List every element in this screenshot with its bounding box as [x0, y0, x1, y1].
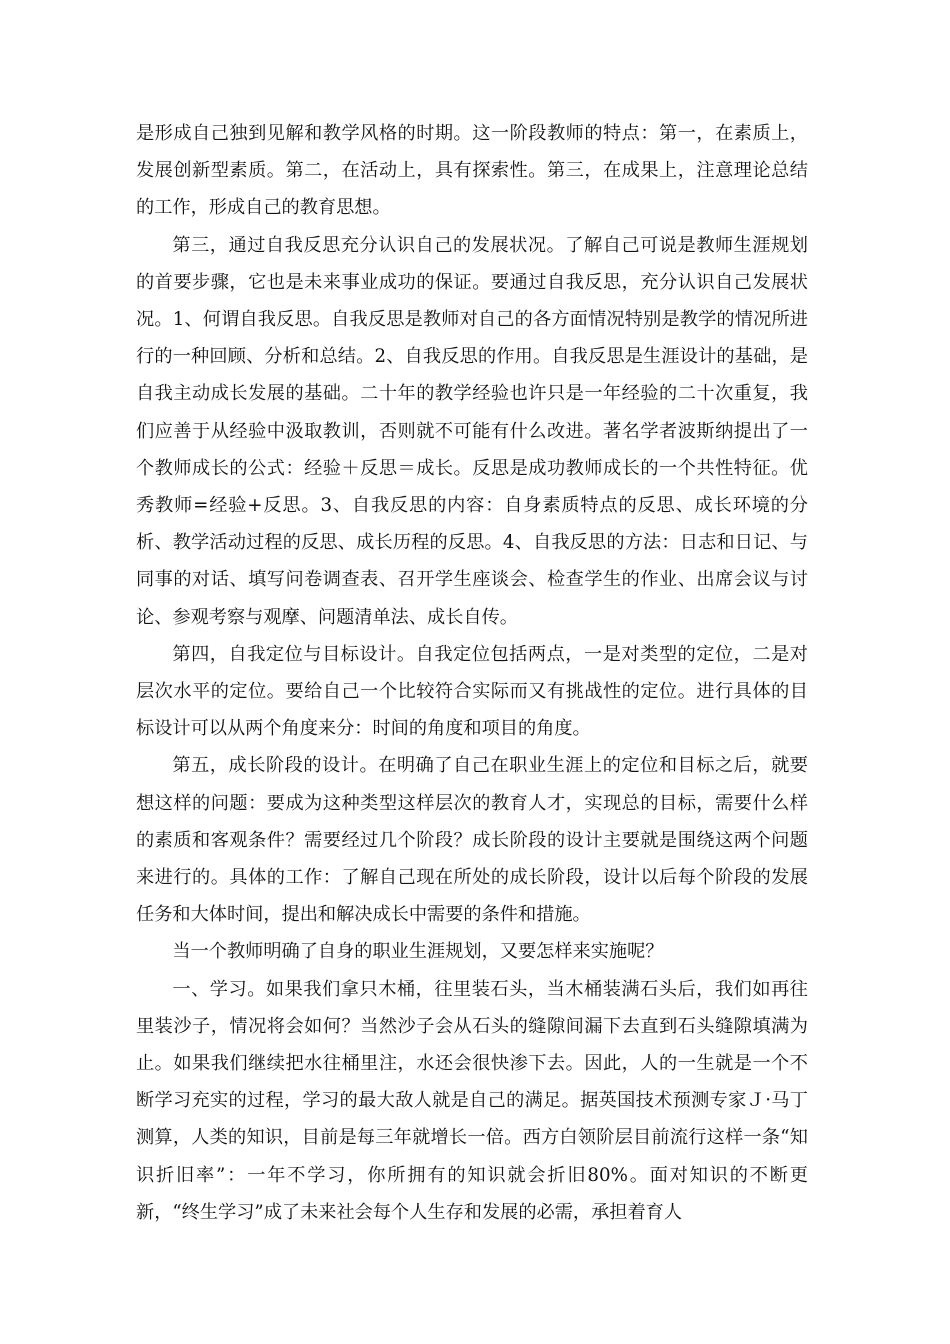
paragraph-continuation: 是形成自己独到见解和教学风格的时期。这一阶段教师的特点：第一，在素质上，发展创新型素质。第二，在活动上，具有探索性。第三，在成果上，注意理论总结的工作，形成自己的教育思想。	[136, 123, 808, 219]
paragraph-growth-stages: 第五，成长阶段的设计。在明确了自己在职业生涯上的定位和目标之后，就要想这样的问题：要成为这种类型这样层次的教育人才，实现总的目标，需要什么样的素质和客观条件？需要经过几个阶段？成长阶段的设计主要就是围绕这两个问题来进行的。具体的工作：了解自己现在所处的成长阶段，设计以后每个阶段的发展任务和大体时间，提出和解决成长中需要的条件和措施。	[136, 755, 808, 926]
paragraph-self-positioning: 第四，自我定位与目标设计。自我定位包括两点，一是对类型的定位，二是对层次水平的定位。要给自己一个比较符合实际而又有挑战性的定位。进行具体的目标设计可以从两个角度来分：时间的角度和项目的角度。	[136, 643, 808, 740]
document-body	[136, 115, 808, 1231]
paragraph-implementation-question: 当一个教师明确了自身的职业生涯规划，又要怎样来实施呢？	[172, 941, 664, 963]
paragraph-learning: 一、学习。如果我们拿只木桶，往里装石头，当木桶装满石头后，我们如再往里装沙子，情况将会如何？当然沙子会从石头的缝隙间漏下去直到石头缝隙填满为止。如果我们继续把水往桶里注，水还会很快渗下去。因此，人的一生就是一个不断学习充实的过程，学习的最大敌人就是自己的满足。据英国技术预测专家Ｊ·马丁测算，人类的知识，目前是每三年就增长一倍。西方白领阶层目前流行这样一条“知识折旧率”：一年不学习，你所拥有的知识就会折旧80%。面对知识的不断更新，“终生学习”成了未来社会每个人生存和发展的必需，承担着育人	[136, 978, 808, 1223]
paragraph-self-reflection: 第三，通过自我反思充分认识自己的发展状况。了解自己可说是教师生涯规划的首要步骤，它也是未来事业成功的保证。要通过自我反思，充分认识自己发展状况。1、何谓自我反思。自我反思是教师对自己的各方面情况特别是教学的情况所进行的一种回顾、分析和总结。2、自我反思的作用。自我反思是生涯设计的基础，是自我主动成长发展的基础。二十年的教学经验也许只是一年经验的二十次重复，我们应善于从经验中汲取教训，否则就不可能有什么改进。著名学者波斯纳提出了一个教师成长的公式：经验＋反思＝成长。反思是成功教师成长的一个共性特征。优秀教师=经验+反思。3、自我反思的内容：自身素质特点的反思、成长环境的分析、教学活动过程的反思、成长历程的反思。4、自我反思的方法：日志和日记、与同事的对话、填写问卷调查表、召开学生座谈会、检查学生的作业、出席会议与讨论、参观考察与观摩、问题清单法、成长自传。	[136, 234, 808, 628]
